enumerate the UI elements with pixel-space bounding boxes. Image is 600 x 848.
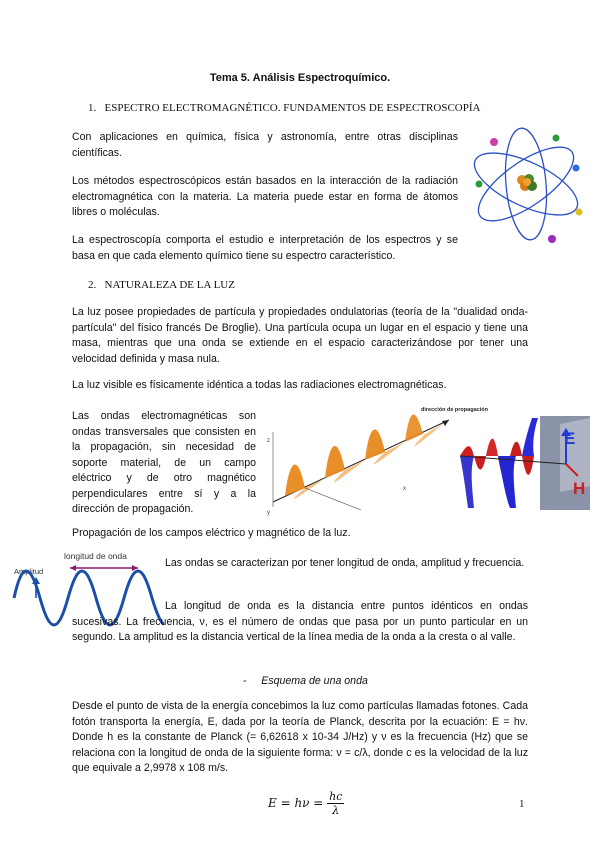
section-2-number: 2. [88, 279, 97, 291]
paragraph-applications: Con aplicaciones en química, física y astronomía, entre otras disciplinas científicas. [72, 131, 458, 159]
paragraph-propagation: Propagación de los campos eléctrico y magnético de la luz. [72, 527, 351, 539]
electron-3 [476, 181, 483, 188]
y-axis-label: y [267, 510, 270, 516]
section-1-number: 1. [88, 102, 97, 114]
paragraph-wavelength-definition: La longitud de onda es la distancia entre puntos idénticos en ondas sucesivas. La frecuencia, ν, es el número de ondas que pasa por un punto particular en un segundo. La amplitud es la distancia vertical de la línea media de la onda a la cresta o al valle. [72, 600, 528, 643]
equation-numerator: hc [329, 790, 343, 803]
electron-6 [548, 235, 556, 243]
electron-4 [573, 165, 580, 172]
wavelength-label: longitud de onda [64, 551, 127, 561]
caption-dash: - [243, 675, 247, 687]
section-2-title: NATURALEZA DE LA LUZ [104, 279, 235, 291]
planck-equation [268, 790, 344, 817]
atom-nucleus [517, 174, 537, 191]
electric-magnetic-field-illustration [460, 416, 590, 510]
em-wave-3d-diagram [263, 402, 488, 518]
paragraph-photon-energy: Desde el punto de vista de la energía concebimos la luz como partículas llamadas fotones. Cada fotón transporta la energía, E, dada por la teoría de Planck, descrita por la ecuación: E = hν. Donde h es la constante de Planck (= 6,62618 x 10-34 J/Hz) y ν es la frecuencia (Hz) que se relaciona con la longitud de onda de la siguiente forma: ν = c/λ, donde c es la velocidad de la luz que equivale a 2,9978 x 108 m/s. [72, 700, 528, 774]
equation-lhs: E = hν = [268, 796, 324, 810]
z-axis-label: z [267, 438, 270, 444]
paragraph-em-waves: Las ondas electromagnéticas son ondas transversales que consisten en la propagación, sin necesidad de soporte material, de un campo eléctrico y de otro magnético perpendiculares entre sí y a la dirección de propagación. [72, 410, 256, 515]
e-field-label: E [564, 429, 576, 448]
x-axis-label: x [403, 486, 406, 492]
electron-2 [553, 135, 560, 142]
equation-denominator: λ [332, 804, 340, 817]
page-title: Tema 5. Análisis Espectroquímico. [209, 72, 391, 84]
electric-field-wave [285, 414, 423, 496]
section-1-heading [88, 101, 548, 117]
electron-5 [576, 209, 583, 216]
section-2-heading [88, 278, 388, 294]
propagation-direction-label: dirección de propagación [421, 407, 488, 413]
paragraph-light-properties: La luz posee propiedades de partícula y propiedades ondulatorias (teoría de la "dualidad onda-partícula" del físico francés De Broglie). Una partícula ocupa un lugar en el espacio y tiene una masa, mientras que una onda se extiende en el espacio caracterizándose por tener una velocidad definida y masa nula. [72, 306, 528, 365]
equation-fraction [327, 790, 344, 817]
amplitude-label: Amplitud [14, 567, 44, 576]
caption-text: Esquema de una onda [261, 675, 368, 687]
figure-caption [243, 674, 368, 690]
paragraph-visible-light: La luz visible es físicamente idéntica a todas las radiaciones electromagnéticas. [72, 379, 447, 391]
page-number: 1 [519, 798, 525, 810]
paragraph-spectroscopy: La espectroscopía comporta el estudio e interpretación de los espectros y se basa en que cada elemento químico tiene su espectro característico. [72, 234, 458, 262]
paragraph-spectroscopic-methods: Los métodos espectroscópicos están basados en la interacción de la radiación electromagnética con la materia. La materia puede estar en forma de átomos libres o moléculas. [72, 175, 458, 218]
section-1-title: ESPECTRO ELECTROMAGNÉTICO. FUNDAMENTOS DE ESPECTROSCOPÍA [104, 102, 481, 114]
electron-1 [490, 138, 498, 146]
magnetic-field-wave [294, 424, 443, 499]
atom-illustration [466, 124, 588, 250]
paragraph-wave-characteristics: Las ondas se caracterizan por tener longitud de onda, amplitud y frecuencia. [165, 557, 525, 569]
h-field-label: H [573, 479, 586, 498]
